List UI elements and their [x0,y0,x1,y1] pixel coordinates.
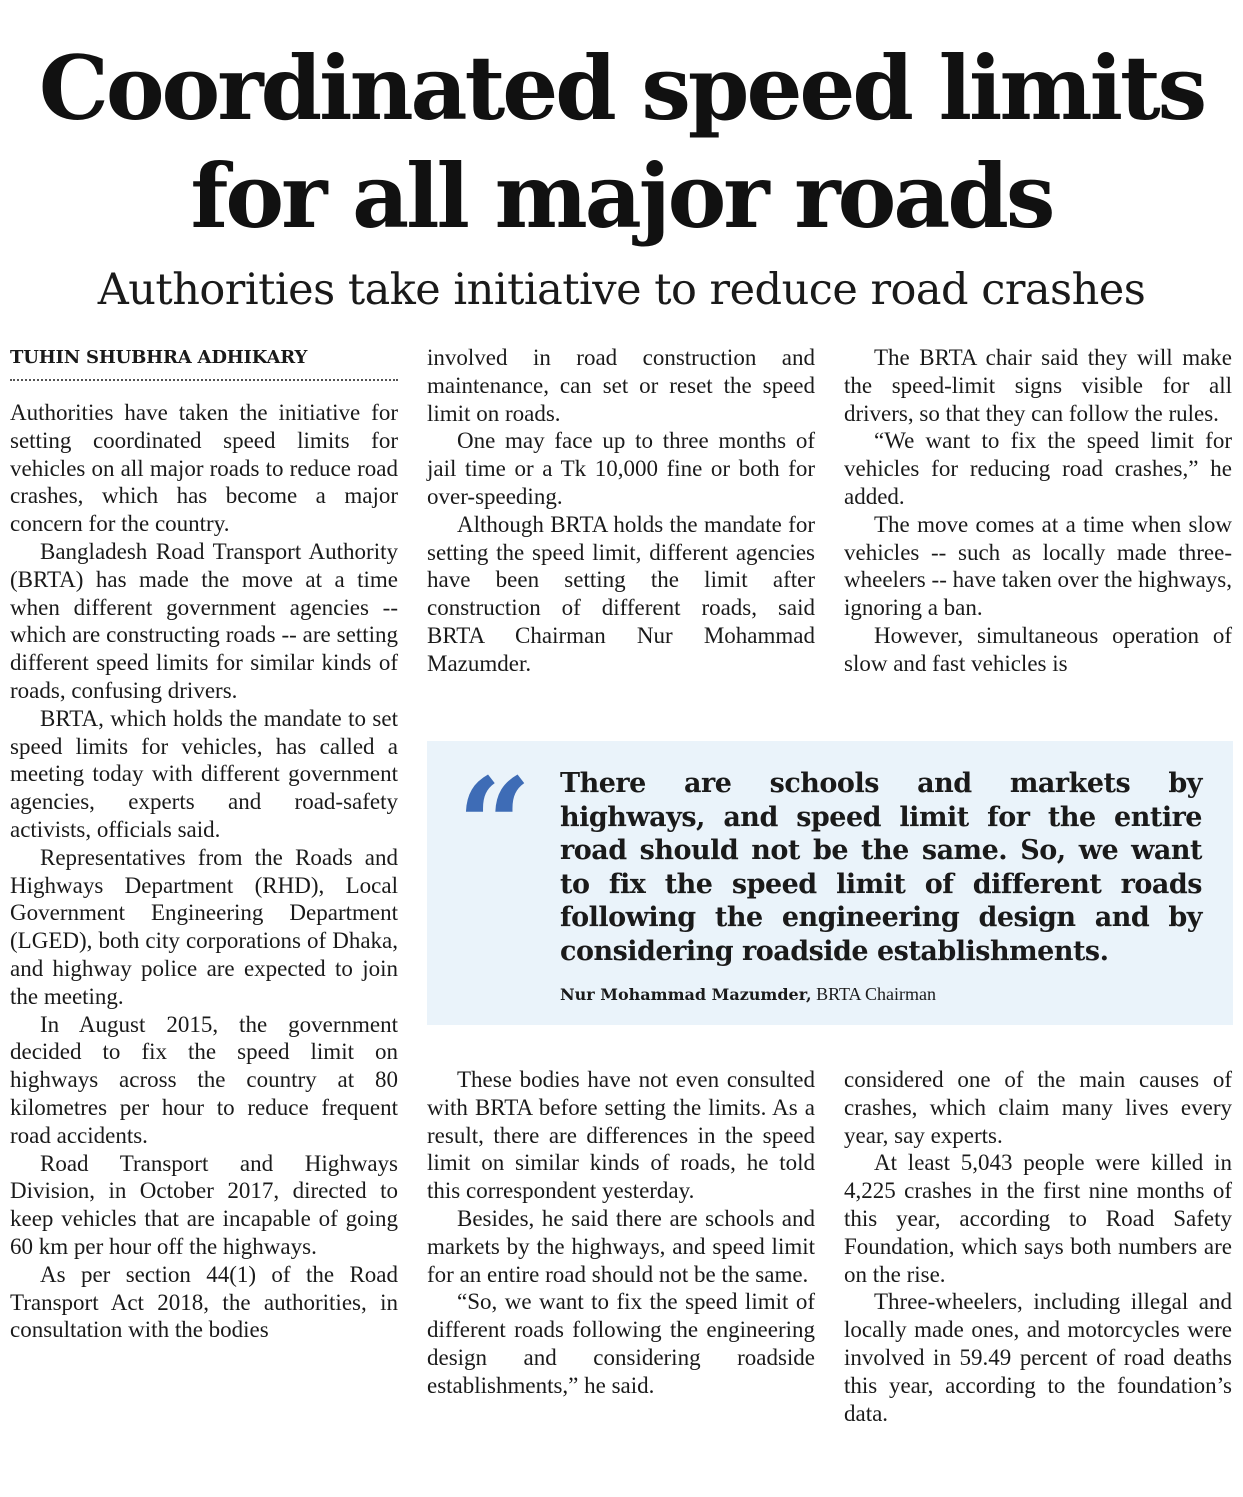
column-2-bottom [427,1066,815,1400]
headline-line-1: Coordinated speed limits [38,36,1205,140]
paragraph: The BRTA chair said they will make the speed-limit signs visible for all drivers, so that they can follow the rules. [844,345,1232,426]
paragraph: Three-wheelers, including illegal and locally made ones, and motorcycles were involved in 59.49 percent of road deaths this year, according to the foundation’s data. [844,1289,1232,1426]
byline: TUHIN SHUBHRA ADHIKARY [10,347,398,381]
paragraph: At least 5,043 people were killed in 4,225 crashes in the first nine months of this year, according to Road Safety Foundation, which says both numbers are on the rise. [844,1150,1232,1287]
column-2-top [427,344,815,678]
paragraph: The move comes at a time when slow vehicles -- such as locally made three-wheelers -- have taken over the highways, ignoring a ban. [844,511,1232,621]
subheadline: Authorities take initiative to reduce road crashes [97,265,1146,315]
paragraph: involved in road construction and maintenance, can set or reset the speed limit on roads. [427,345,815,426]
paragraph: considered one of the main causes of crashes, which claim many lives every year, say experts. [844,1067,1232,1148]
paragraph: Bangladesh Road Transport Authority (BRTA) has made the move at a time when different government agencies -- which are constructing roads -- are setting different speed limits for similar kinds of roads, confusing drivers. [10,538,398,703]
headline-line-2: for all major roads [190,144,1053,248]
paragraph: “So, we want to fix the speed limit of different roads following the engineering design and considering roadside establishments,” he said. [427,1289,815,1398]
pull-quote-attribution [560,983,1202,1006]
quote-speaker: Nur Mohammad Mazumder, [560,985,812,1004]
paragraph: “We want to fix the speed limit for vehicles for reducing road crashes,” he added. [844,428,1232,509]
paragraph: As per section 44(1) of the Road Transport Act 2018, the authorities, in consultation with the bodies [10,1261,398,1343]
quote-speaker-role: BRTA Chairman [816,984,937,1004]
pull-quote-text: There are schools and markets by highways, and speed limit for the entire road should not be the same. So, we want to fix the speed limit of different roads following the engineering design and by considering roadside establishments. [560,768,1202,967]
paragraph: However, simultaneous operation of slow and fast vehicles is [844,622,1232,676]
paragraph: In August 2015, the government decided to fix the speed limit on highways across the country at 80 kilometres per hour to reduce frequent road accidents. [10,1011,398,1148]
paragraph: One may face up to three months of jail time or a Tk 10,000 fine or both for over-speeding. [427,428,815,509]
pull-quote-box [427,741,1233,1025]
column-3-top [844,344,1232,678]
paragraph: Although BRTA holds the mandate for setting the speed limit, different agencies have been setting the limit after construction of different roads, said BRTA Chairman Nur Mohammad Mazumder. [427,511,815,676]
quote-mark-icon: “ [457,749,532,902]
column-3-bottom [844,1066,1232,1427]
headline [0,34,1243,250]
paragraph: Road Transport and Highways Division, in October 2017, directed to keep vehicles that are incapable of going 60 km per hour off the highways. [10,1150,398,1259]
paragraph: Representatives from the Roads and Highways Department (RHD), Local Government Engineering Department (LGED), both city corporations of Dhaka, and highway police are expected to join the meeting. [10,844,398,1009]
paragraph: Besides, he said there are schools and markets by the highways, and speed limit for an entire road should not be the same. [427,1205,815,1287]
paragraph: BRTA, which holds the mandate to set speed limits for vehicles, has called a meeting today with different government agencies, experts and road-safety activists, officials said. [10,705,398,842]
column-1 [10,399,398,1344]
paragraph: These bodies have not even consulted with BRTA before setting the limits. As a result, there are differences in the speed limit on similar kinds of roads, he told this correspondent yesterday. [427,1067,815,1204]
paragraph: Authorities have taken the initiative for setting coordinated speed limits for vehicles on all major roads to reduce road crashes, which has become a major concern for the country. [10,400,398,537]
